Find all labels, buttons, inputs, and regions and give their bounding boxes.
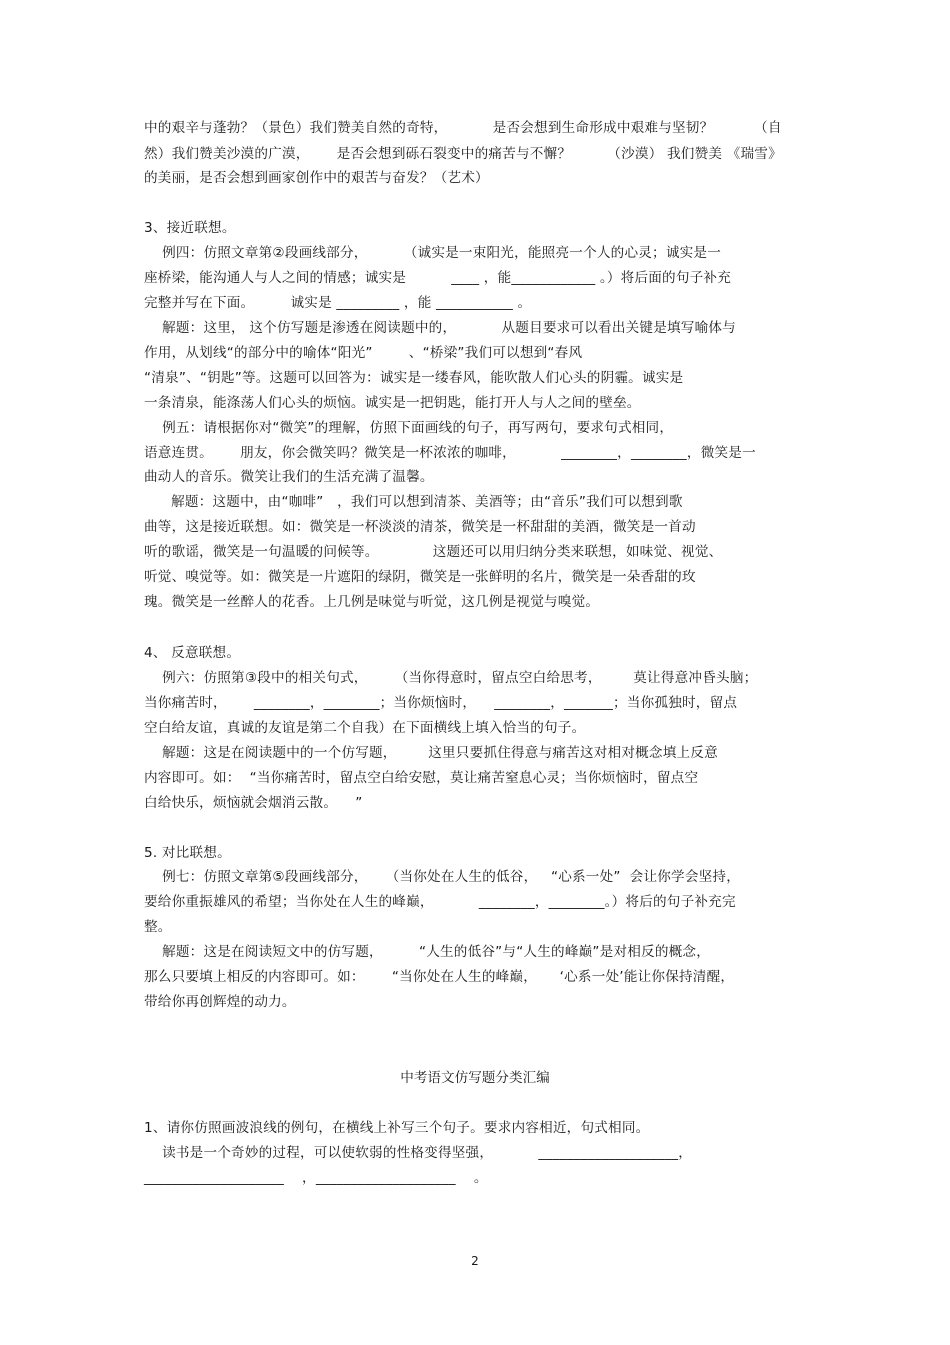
text-line: 完整并写在下面。 诚实是 _________ ，能 ___________ 。 <box>144 295 532 311</box>
answer-blank-line: ____________________ ，____________________ 。 <box>144 1170 488 1186</box>
text-line: 例六：仿照第③段中的相关句式， （当你得意时，留点空白给思考， 莫让得意冲昏头脑； <box>144 670 758 686</box>
text-line: 空白给友谊，真诚的友谊是第二个自我）在下面横线上填入恰当的句子。 <box>144 720 586 736</box>
question-line: 1、请你仿照画波浪线的例句，在横线上补写三个句子。要求内容相近，句式相同。 <box>144 1120 650 1136</box>
question-line: 读书是一个奇妙的过程，可以使软弱的性格变得坚强， ____________________， <box>144 1145 693 1161</box>
section-title: 中考语文仿写题分类汇编 <box>400 1070 550 1086</box>
text-line: 听的歌谣，微笑是一句温暖的问候等。 这题还可以用归纳分类来联想，如味觉、视觉、 <box>144 544 723 560</box>
text-line: 那么只要填上相反的内容即可。如： “当你处在人生的峰巅， ‘心系一处’能让你保持清醒， <box>144 969 735 985</box>
text-line: 当你痛苦时， ________，________；当你烦恼时， ________，_______；当你孤独时，留点 <box>144 695 738 711</box>
text-line: 解题：这是在阅读题中的一个仿写题， 这里只要抓住得意与痛苦这对相对概念填上反意 <box>144 745 718 761</box>
section-heading: 3、接近联想。 <box>144 220 236 236</box>
text-line: 曲等，这是接近联想。如：微笑是一杯淡淡的清茶，微笑是一杯甜甜的美酒，微笑是一首动 <box>144 519 696 535</box>
section-heading: 5. 对比联想。 <box>144 845 231 861</box>
text-line: 白给快乐，烦恼就会烟消云散。 ” <box>144 795 363 811</box>
text-line: 的美丽，是否会想到画家创作中的艰苦与奋发？（艺术） <box>144 170 489 186</box>
text-line: 座桥梁，能沟通人与人之间的情感；诚实是 ____ ，能____________ 。）将后面的句子补充 <box>144 270 732 286</box>
text-line: “清泉”、“钥匙”等。这题可以回答为：诚实是一缕春风，能吹散人们心头的阴霾。诚实是 <box>144 370 684 386</box>
text-line: 听觉、嗅觉等。如：微笑是一片遮阳的绿阴，微笑是一张鲜明的名片，微笑是一朵香甜的玫 <box>144 569 696 585</box>
text-line: 语意连贯。 朋友，你会微笑吗？微笑是一杯浓浓的咖啡， ________，________，微笑是一 <box>144 445 756 461</box>
text-line: 例七：仿照文章第⑤段画线部分， （当你处在人生的低谷， “心系一处” 会让你学会坚持， <box>144 869 741 885</box>
text-line: 解题：这是在阅读短文中的仿写题， “人生的低谷”与“人生的峰巅”是对相反的概念， <box>144 944 711 960</box>
text-line: 要给你重振雄风的希望；当你处在人生的峰巅， ________，________。）将后的句子补充完 <box>144 894 736 910</box>
text-line: 解题：这里， 这个仿写题是渗透在阅读题中的， 从题目要求可以看出关键是填写喻体与 <box>144 320 736 336</box>
text-line: 内容即可。如： “当你痛苦时，留点空白给安慰，莫让痛苦窒息心灵；当你烦恼时，留点空 <box>144 770 699 786</box>
text-line: 解题：这题中，由“咖啡” ，我们可以想到清茶、美酒等；由“音乐”我们可以想到歌 <box>144 494 683 510</box>
text-line: 例四：仿照文章第②段画线部分， （诚实是一束阳光，能照亮一个人的心灵；诚实是一 <box>144 245 722 261</box>
text-line: 作用，从划线“的部分中的喻体“阳光” 、“桥梁”我们可以想到“春风 <box>144 345 583 361</box>
text-line: 中的艰辛与蓬勃？（景色）我们赞美自然的奇特， 是否会想到生命形成中艰难与坚韧？ （自 <box>144 120 782 136</box>
text-line: 整。 <box>144 919 172 935</box>
text-line: 曲动人的音乐。微笑让我们的生活充满了温馨。 <box>144 469 434 485</box>
section-heading: 4、 反意联想。 <box>144 645 241 661</box>
text-line: 然）我们赞美沙漠的广漠， 是否会想到砾石裂变中的痛苦与不懈？ （沙漠） 我们赞美 《瑞雪》 <box>144 146 782 162</box>
text-line: 例五：请根据你对“微笑”的理解，仿照下面画线的句子，再写两句，要求句式相同， <box>144 420 674 436</box>
text-line: 带给你再创辉煌的动力。 <box>144 994 296 1010</box>
page-number: 2 <box>471 1254 479 1268</box>
text-line: 瑰。微笑是一丝醉人的花香。上几例是味觉与听觉，这几例是视觉与嗅觉。 <box>144 594 600 610</box>
text-line: 一条清泉，能涤荡人们心头的烦恼。诚实是一把钥匙，能打开人与人之间的壁垒。 <box>144 395 641 411</box>
